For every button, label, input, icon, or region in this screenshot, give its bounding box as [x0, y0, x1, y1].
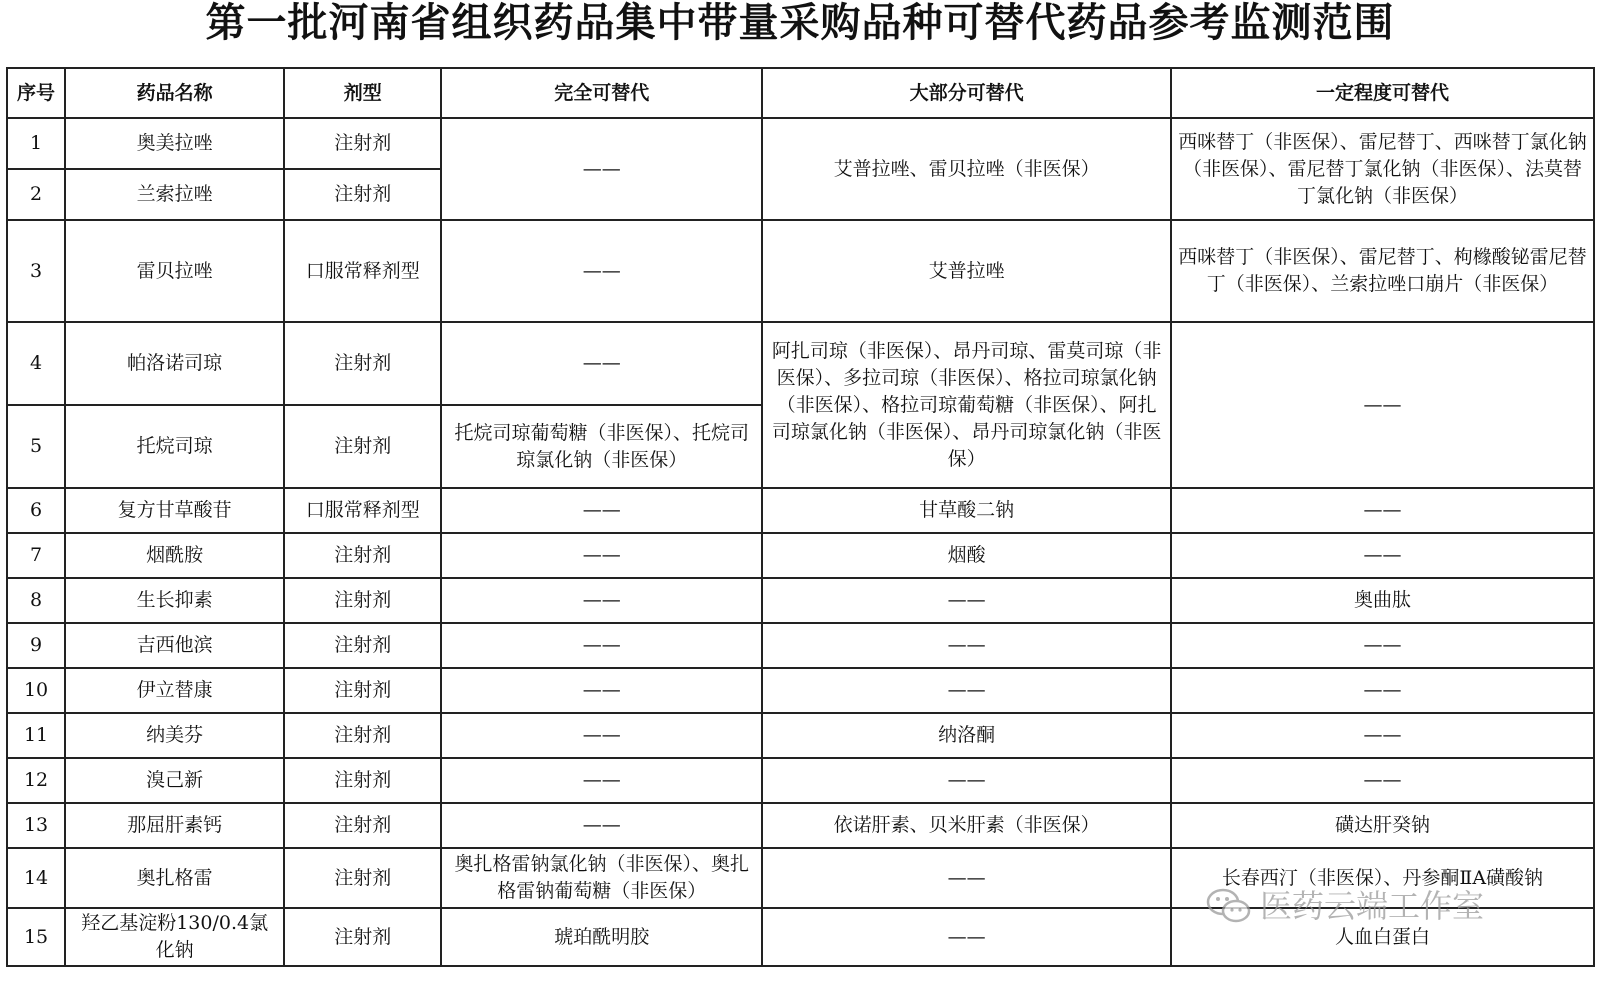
cell-partial: ——	[1171, 623, 1594, 668]
cell-no: 1	[7, 118, 65, 169]
table-row	[7, 220, 1594, 322]
cell-most: 艾普拉唑	[762, 220, 1171, 322]
cell-name: 吉西他滨	[65, 623, 284, 668]
cell-no: 8	[7, 578, 65, 623]
cell-name: 复方甘草酸苷	[65, 488, 284, 533]
header-form: 剂型	[284, 68, 441, 118]
cell-name: 伊立替康	[65, 668, 284, 713]
cell-form: 口服常释剂型	[284, 220, 441, 322]
header-most: 大部分可替代	[762, 68, 1171, 118]
cell-partial: ——	[1171, 668, 1594, 713]
cell-form: 注射剂	[284, 405, 441, 488]
cell-full: ——	[441, 758, 762, 803]
header-full: 完全可替代	[441, 68, 762, 118]
cell-full: ——	[441, 578, 762, 623]
cell-full: 托烷司琼葡萄糖（非医保）、托烷司琼氯化钠（非医保）	[441, 405, 762, 488]
cell-name: 托烷司琼	[65, 405, 284, 488]
cell-partial: ——	[1171, 322, 1594, 488]
cell-full: ——	[441, 118, 762, 220]
watermark-text: 医药云端工作室	[1260, 887, 1485, 925]
drug-table	[6, 67, 1595, 967]
cell-full: 奥扎格雷钠氯化钠（非医保）、奥扎格雷钠葡萄糖（非医保）	[441, 848, 762, 908]
cell-no: 7	[7, 533, 65, 578]
cell-form: 注射剂	[284, 533, 441, 578]
header-partial: 一定程度可替代	[1171, 68, 1594, 118]
cell-no: 10	[7, 668, 65, 713]
cell-most: ——	[762, 908, 1171, 966]
cell-no: 4	[7, 322, 65, 405]
cell-most: ——	[762, 848, 1171, 908]
cell-most: 纳洛酮	[762, 713, 1171, 758]
cell-name: 帕洛诺司琼	[65, 322, 284, 405]
header-row	[7, 68, 1594, 118]
cell-full: ——	[441, 220, 762, 322]
table-row	[7, 713, 1594, 758]
cell-most: 阿扎司琼（非医保）、昂丹司琼、雷莫司琼（非医保）、多拉司琼（非医保）、格拉司琼氯化钠（非医保）、格拉司琼葡萄糖（非医保）、阿扎司琼氯化钠（非医保）、昂丹司琼氯化钠（非医保）	[762, 322, 1171, 488]
page-title: 第一批河南省组织药品集中带量采购品种可替代药品参考监测范围	[205, 0, 1395, 46]
cell-name: 羟乙基淀粉130/0.4氯化钠	[65, 908, 284, 966]
header-no: 序号	[7, 68, 65, 118]
wechat-icon	[1206, 886, 1252, 926]
cell-partial: 西咪替丁（非医保）、雷尼替丁、枸橼酸铋雷尼替丁（非医保）、兰索拉唑口崩片（非医保）	[1171, 220, 1594, 322]
cell-full: ——	[441, 533, 762, 578]
cell-full: 琥珀酰明胶	[441, 908, 762, 966]
cell-most: ——	[762, 623, 1171, 668]
cell-full: ——	[441, 322, 762, 405]
cell-name: 烟酰胺	[65, 533, 284, 578]
cell-partial: ——	[1171, 713, 1594, 758]
cell-no: 9	[7, 623, 65, 668]
cell-partial: 奥曲肽	[1171, 578, 1594, 623]
cell-form: 注射剂	[284, 668, 441, 713]
cell-name: 奥美拉唑	[65, 118, 284, 169]
cell-most: 依诺肝素、贝米肝素（非医保）	[762, 803, 1171, 848]
cell-full: ——	[441, 623, 762, 668]
cell-most: 甘草酸二钠	[762, 488, 1171, 533]
table-row	[7, 668, 1594, 713]
table-row	[7, 578, 1594, 623]
cell-form: 注射剂	[284, 623, 441, 668]
cell-partial: 长春西汀（非医保）、丹参酮ⅡA磺酸钠	[1171, 848, 1594, 908]
cell-most: ——	[762, 578, 1171, 623]
table-row	[7, 533, 1594, 578]
table-row	[7, 322, 1594, 405]
cell-partial: ——	[1171, 758, 1594, 803]
cell-form: 注射剂	[284, 803, 441, 848]
cell-name: 雷贝拉唑	[65, 220, 284, 322]
cell-most: ——	[762, 668, 1171, 713]
cell-full: ——	[441, 803, 762, 848]
cell-form: 注射剂	[284, 848, 441, 908]
cell-most: ——	[762, 758, 1171, 803]
cell-most: 艾普拉唑、雷贝拉唑（非医保）	[762, 118, 1171, 220]
cell-name: 奥扎格雷	[65, 848, 284, 908]
cell-no: 11	[7, 713, 65, 758]
cell-partial: 磺达肝癸钠	[1171, 803, 1594, 848]
cell-full: ——	[441, 713, 762, 758]
table-row	[7, 488, 1594, 533]
table-row	[7, 803, 1594, 848]
watermark	[1206, 882, 1484, 930]
cell-no: 5	[7, 405, 65, 488]
cell-partial: ——	[1171, 488, 1594, 533]
cell-most: 烟酸	[762, 533, 1171, 578]
cell-partial: ——	[1171, 533, 1594, 578]
cell-name: 兰索拉唑	[65, 169, 284, 220]
cell-form: 注射剂	[284, 118, 441, 169]
cell-name: 那屈肝素钙	[65, 803, 284, 848]
table-row	[7, 623, 1594, 668]
cell-no: 13	[7, 803, 65, 848]
cell-no: 12	[7, 758, 65, 803]
cell-no: 3	[7, 220, 65, 322]
cell-name: 生长抑素	[65, 578, 284, 623]
table-row	[7, 758, 1594, 803]
cell-no: 14	[7, 848, 65, 908]
cell-full: ——	[441, 488, 762, 533]
cell-no: 6	[7, 488, 65, 533]
cell-form: 注射剂	[284, 713, 441, 758]
cell-no: 2	[7, 169, 65, 220]
cell-form: 注射剂	[284, 322, 441, 405]
cell-name: 溴己新	[65, 758, 284, 803]
cell-no: 15	[7, 908, 65, 966]
cell-form: 注射剂	[284, 578, 441, 623]
cell-full: ——	[441, 668, 762, 713]
cell-form: 注射剂	[284, 758, 441, 803]
cell-form: 注射剂	[284, 169, 441, 220]
cell-form: 口服常释剂型	[284, 488, 441, 533]
header-name: 药品名称	[65, 68, 284, 118]
cell-partial: 西咪替丁（非医保）、雷尼替丁、西咪替丁氯化钠（非医保）、雷尼替丁氯化钠（非医保）、法莫替丁氯化钠（非医保）	[1171, 118, 1594, 220]
table-row	[7, 118, 1594, 169]
cell-name: 纳美芬	[65, 713, 284, 758]
cell-form: 注射剂	[284, 908, 441, 966]
cell-partial: 人血白蛋白	[1171, 908, 1594, 966]
